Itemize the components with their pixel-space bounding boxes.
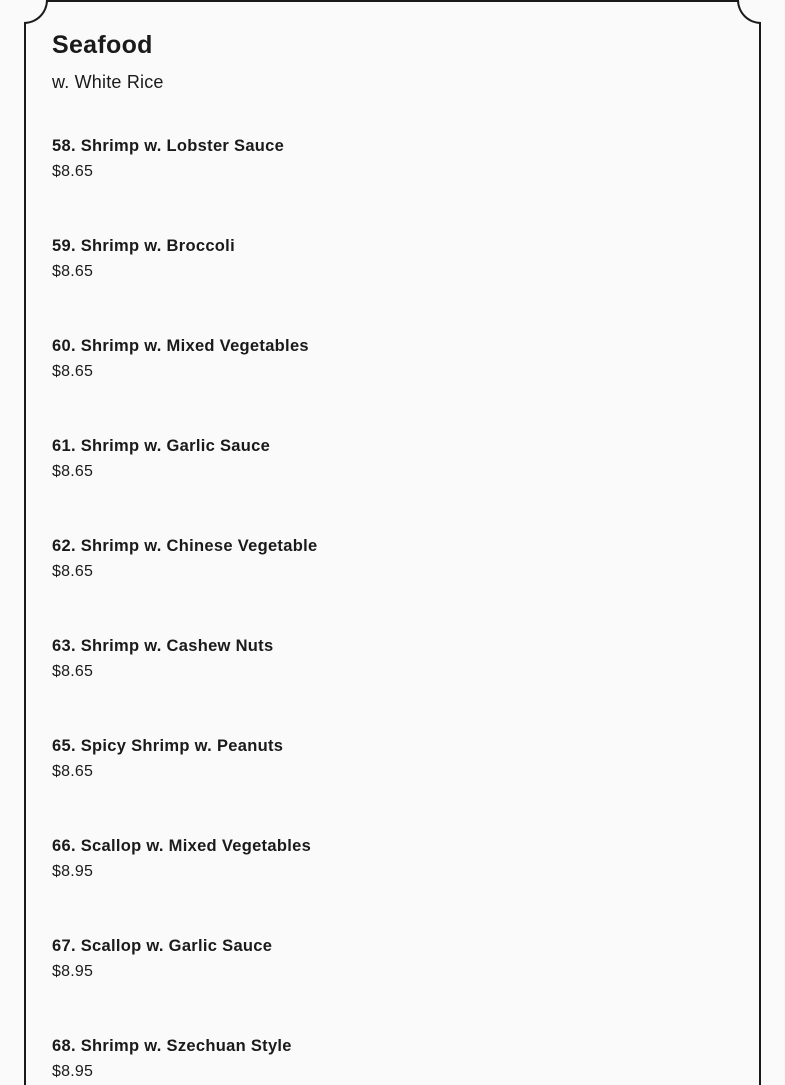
menu-item: [52, 736, 733, 836]
menu-item-name: 63. Shrimp w. Cashew Nuts: [52, 637, 274, 655]
frame-corner-left-ornament: [24, 0, 48, 24]
menu-item-name: 59. Shrimp w. Broccoli: [52, 237, 235, 255]
menu-item: [52, 936, 733, 1036]
menu-item-name: 58. Shrimp w. Lobster Sauce: [52, 137, 285, 155]
menu-item-price: $8.65: [52, 563, 94, 580]
menu-item-price: $8.95: [52, 863, 94, 880]
menu-item-name: 65. Spicy Shrimp w. Peanuts: [52, 737, 284, 755]
menu-item: [52, 836, 733, 936]
section-title: Seafood: [52, 31, 153, 59]
menu-item: [52, 336, 733, 436]
menu-item-price: $8.65: [52, 663, 94, 680]
menu-item-name: 66. Scallop w. Mixed Vegetables: [52, 837, 312, 855]
menu-item-price: $8.95: [52, 1063, 94, 1080]
menu-item-price: $8.65: [52, 263, 94, 280]
menu-item-price: $8.65: [52, 163, 94, 180]
menu-item-list: [52, 136, 733, 1085]
section-subtitle: w. White Rice: [52, 72, 164, 92]
menu-item-name: 67. Scallop w. Garlic Sauce: [52, 937, 273, 955]
menu-item: [52, 536, 733, 636]
frame-corner-right-ornament: [737, 0, 761, 24]
menu-item-price: $8.65: [52, 763, 94, 780]
menu-item-name: 62. Shrimp w. Chinese Vegetable: [52, 537, 318, 555]
menu-item-name: 61. Shrimp w. Garlic Sauce: [52, 437, 271, 455]
menu-item-name: 68. Shrimp w. Szechuan Style: [52, 1037, 292, 1055]
menu-item-price: $8.65: [52, 363, 94, 380]
menu-item: [52, 236, 733, 336]
menu-item: [52, 636, 733, 736]
menu-item-price: $8.95: [52, 963, 94, 980]
menu-section: [52, 28, 733, 1085]
menu-item: [52, 436, 733, 536]
menu-item: [52, 136, 733, 236]
menu-item-price: $8.65: [52, 463, 94, 480]
menu-item-name: 60. Shrimp w. Mixed Vegetables: [52, 337, 309, 355]
menu-item: [52, 1036, 733, 1085]
menu-frame: [24, 0, 761, 1085]
